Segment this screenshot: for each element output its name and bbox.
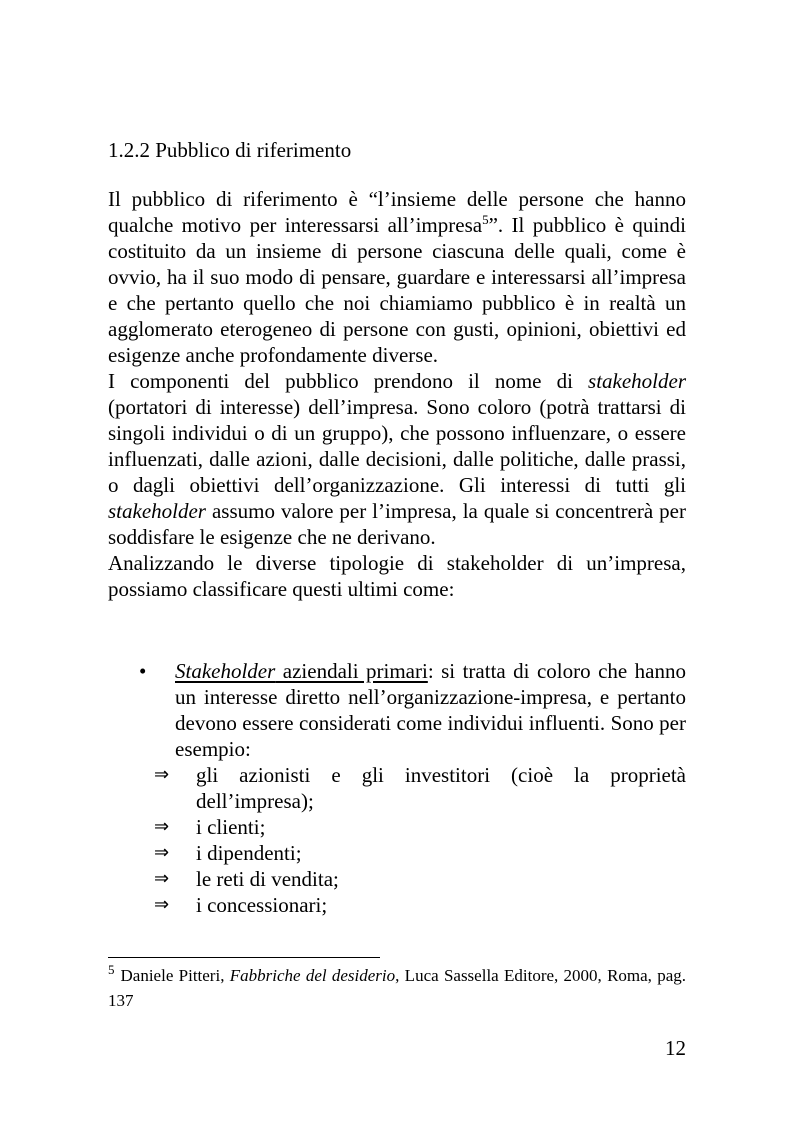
sub-list-item: [108, 840, 686, 866]
bullet-icon: •: [139, 659, 147, 683]
list-item-primary-stakeholders: [108, 658, 686, 762]
footnote-details: , Luca Sassella Editore, 2000, Roma, pag. 137: [108, 966, 687, 1010]
paragraph-3: Analizzando le diverse tipologie di stakeholder di un’impresa, possiamo classificare questi ultimi come:: [108, 551, 686, 601]
sub-list-item-text: i dipendenti;: [196, 841, 302, 865]
section-heading: 1.2.2 Pubblico di riferimento: [108, 138, 352, 162]
paragraph-2-part1: I componenti del pubblico prendono il nome di: [108, 369, 589, 393]
sub-list-item-text: le reti di vendita;: [196, 867, 339, 891]
implies-arrow-icon: ⇒: [154, 868, 170, 889]
paragraph-2-italic-2: stakeholder: [108, 499, 206, 523]
footnote-separator: [108, 957, 380, 958]
footnote: [108, 963, 686, 1013]
stakeholder-list: [108, 658, 686, 918]
list-item-term: Stakeholder aziendali primari: [175, 659, 428, 683]
paragraph-1-rest: ”. Il pubblico è quindi costituito da un insieme di persone ciascuna delle quali, come è ovvio, ha il suo modo di pensare, guardare e interessarsi all’impresa e che pertanto quello che noi chiamiamo pubblico è in realtà un agglomerato eterogeneo di persone con gusti, opinioni, obiettivi ed esigenze anche profondamente diverse.: [108, 213, 686, 367]
sub-list-item-text: i concessionari;: [196, 893, 328, 917]
footnote-author: Daniele Pitteri,: [120, 966, 230, 985]
sub-list-item: [108, 892, 686, 918]
paragraph-1: [108, 186, 686, 368]
footnote-reference: 5: [482, 212, 489, 227]
sub-list-item: [108, 762, 686, 814]
implies-arrow-icon: ⇒: [154, 816, 170, 837]
implies-arrow-icon: ⇒: [154, 842, 170, 863]
sub-list-item: [108, 814, 686, 840]
paragraph-2: [108, 368, 686, 550]
implies-arrow-icon: ⇒: [154, 764, 170, 785]
footnote-title: Fabbriche del desiderio: [229, 966, 396, 985]
sub-list-item: [108, 866, 686, 892]
page-number: 12: [665, 1036, 686, 1060]
footnote-number: 5: [108, 962, 115, 978]
list-item-description: : si tratta di coloro che hanno un interesse diretto nell’organizzazione-impresa, e pertanto devono essere considerati come individui influenti. Sono per esempio:: [175, 659, 686, 761]
paragraph-1-intro: Il pubblico di riferimento è “l’insieme delle persone che hanno qualche motivo per interessarsi all’impresa: [108, 187, 686, 237]
sub-list-item-text: gli azionisti e gli investitori (cioè la proprietà dell’impresa);: [196, 763, 686, 813]
body-text: [108, 186, 686, 602]
paragraph-2-part3: assumo valore per l’impresa, la quale si concentrerà per soddisfare le esigenze che ne derivano.: [108, 499, 686, 549]
paragraph-2-italic-1: stakeholder: [588, 369, 686, 393]
paragraph-2-part2: (portatori di interesse) dell’impresa. Sono coloro (potrà trattarsi di singoli individui o di un gruppo), che possono influenzare, o essere influenzati, dalle azioni, dalle decisioni, dalle politiche, dalle prassi, o dagli obiettivi dell’organizzazione. Gli interessi di tutti gli: [108, 395, 686, 497]
sub-list-item-text: i clienti;: [196, 815, 266, 839]
implies-arrow-icon: ⇒: [154, 894, 170, 915]
